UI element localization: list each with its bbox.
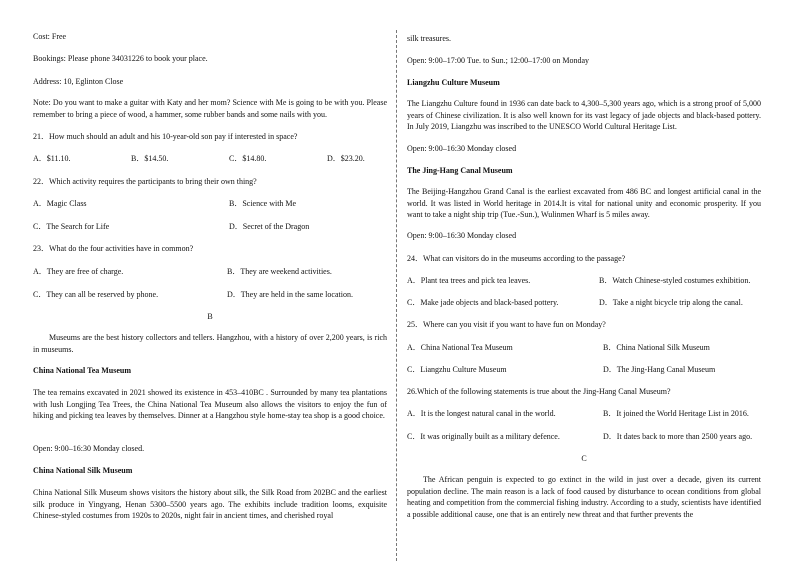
right-column bbox=[407, 0, 761, 561]
tea-museum-hours: Open: 9:00–16:30 Monday closed. bbox=[33, 444, 145, 453]
q25-question: 25．Where can you visit if you want to have fun on Monday? bbox=[407, 320, 606, 329]
q24-option-a[interactable]: A．Plant tea trees and pick tea leaves. bbox=[407, 276, 531, 285]
silk-museum-text-cont: silk treasures. bbox=[407, 34, 451, 43]
left-column bbox=[33, 0, 387, 561]
q26-option-d[interactable]: D．It dates back to more than 2500 years ago. bbox=[603, 432, 753, 441]
q25-option-a[interactable]: A．China National Tea Museum bbox=[407, 343, 513, 352]
section-b-heading: B bbox=[207, 312, 213, 321]
q24-option-b[interactable]: B．Watch Chinese-styled costumes exhibition. bbox=[599, 276, 751, 285]
address-line: Address: 10, Eglinton Close bbox=[33, 77, 124, 86]
liangzhu-museum-text: The Liangzhu Culture found in 1936 can date back to 4,300–5,300 years ago, which is a strong proof of 5,000 years of Chinese civilization. It is also well known for its vast legacy of jade objects and black-based pottery. In July 2019, Liangzhu was inscribed to the UNESCO World Cultural Heritage List. bbox=[407, 99, 761, 131]
q22-option-d[interactable]: D．Secret of the Dragon bbox=[229, 222, 310, 231]
q21-question: 21．How much should an adult and his 10-year-old son pay if interested in space? bbox=[33, 132, 298, 141]
column-divider bbox=[396, 30, 397, 561]
q22-option-a[interactable]: A．Magic Class bbox=[33, 199, 87, 208]
canal-museum-text: The Beijing-Hangzhou Grand Canal is the earliest excavated from 486 BC and longest artificial canal in the world. It was listed in World heritage in 2014.It is vital for national unity and economic prosperity. If you want to take a night ship trip (Tue.-Sun.), Wulinmen Wharf is 5 miles away. bbox=[407, 187, 761, 219]
silk-museum-text: China National Silk Museum shows visitors the history about silk, the Silk Road from 202BC and the earliest silk produce in Yingyang, Henan 5300–5500 years ago. The exhibits include tradition looms, exquisite Chinese-styled costumes from 1920s to 2020s, night fair in ancient times, and cherished royal bbox=[33, 488, 387, 520]
liangzhu-museum-heading: Liangzhu Culture Museum bbox=[407, 78, 500, 87]
q26-question: 26.Which of the following statements is true about the Jing-Hang Canal Museum? bbox=[407, 387, 671, 396]
passage-c-text: The African penguin is expected to go extinct in the wild in just over a decade, given its current population decline. The main reason is a lack of food caused by disturbance to ocean conditions from global heating and competition from the commercial fishing industry. According to a study, scientists have identified a possible additional cause, one that is an entirely new threat and that further prevents the bbox=[407, 475, 761, 519]
q21-option-d[interactable]: D．$23.20. bbox=[327, 154, 365, 163]
bookings-line: Bookings: Please phone 34031226 to book your place. bbox=[33, 54, 208, 63]
q26-option-b[interactable]: B．It joined the World Heritage List in 2016. bbox=[603, 409, 749, 418]
q21-option-b[interactable]: B．$14.50. bbox=[131, 154, 169, 163]
museums-intro: Museums are the best history collectors and tellers. Hangzhou, with a history of over 2,200 years, is rich in museums. bbox=[33, 333, 387, 354]
q24-question: 24．What can visitors do in the museums according to the passage? bbox=[407, 254, 626, 263]
q25-option-d[interactable]: D．The Jing-Hang Canal Museum bbox=[603, 365, 716, 374]
tea-museum-text: The tea remains excavated in 2021 showed its existence in 453–410BC . Surrounded by many tea plantations with lush Longjing Tea Trees, the China National Tea Museum also allows the visitors to enjoy the fun of hiking and picking tea leaves by themselves. Dinner at a Hangzhou style home-stay tea shop is a good choice. bbox=[33, 388, 387, 420]
q24-option-c[interactable]: C．Make jade objects and black-based pottery. bbox=[407, 298, 559, 307]
canal-museum-heading: The Jing-Hang Canal Museum bbox=[407, 166, 513, 175]
q25-option-b[interactable]: B．China National Silk Museum bbox=[603, 343, 710, 352]
note-paragraph: Note: Do you want to make a guitar with Katy and her mom? Science with Me is going to be with you. Please remember to bring a piece of wood, a hammer, some rubber bands and some nails with you. bbox=[33, 98, 387, 119]
tea-museum-heading: China National Tea Museum bbox=[33, 366, 132, 375]
q23-option-c[interactable]: C．They can all be reserved by phone. bbox=[33, 290, 159, 299]
q23-option-a[interactable]: A．They are free of charge. bbox=[33, 267, 124, 276]
q23-option-d[interactable]: D．They are held in the same location. bbox=[227, 290, 353, 299]
canal-museum-hours: Open: 9:00–16:30 Monday closed bbox=[407, 231, 517, 240]
q26-option-a[interactable]: A．It is the longest natural canal in the world. bbox=[407, 409, 556, 418]
cost-line: Cost: Free bbox=[33, 32, 67, 41]
q24-option-d[interactable]: D．Take a night bicycle trip along the canal. bbox=[599, 298, 743, 307]
q21-option-a[interactable]: A．$11.10. bbox=[33, 154, 71, 163]
liangzhu-museum-hours: Open: 9:00–16:30 Monday closed bbox=[407, 144, 517, 153]
q23-question: 23．What do the four activities have in common? bbox=[33, 244, 194, 253]
silk-museum-hours: Open: 9:00–17:00 Tue. to Sun.; 12:00–17:00 on Monday bbox=[407, 56, 590, 65]
q22-option-b[interactable]: B．Science with Me bbox=[229, 199, 297, 208]
q22-option-c[interactable]: C．The Search for Life bbox=[33, 222, 110, 231]
q23-option-b[interactable]: B．They are weekend activities. bbox=[227, 267, 332, 276]
silk-museum-heading: China National Silk Museum bbox=[33, 466, 133, 475]
q25-option-c[interactable]: C．Liangzhu Culture Museum bbox=[407, 365, 507, 374]
q21-option-c[interactable]: C．$14.80. bbox=[229, 154, 267, 163]
section-c-heading: C bbox=[581, 454, 587, 463]
q22-question: 22．Which activity requires the participants to bring their own thing? bbox=[33, 177, 257, 186]
q26-option-c[interactable]: C．It was originally built as a military defence. bbox=[407, 432, 560, 441]
